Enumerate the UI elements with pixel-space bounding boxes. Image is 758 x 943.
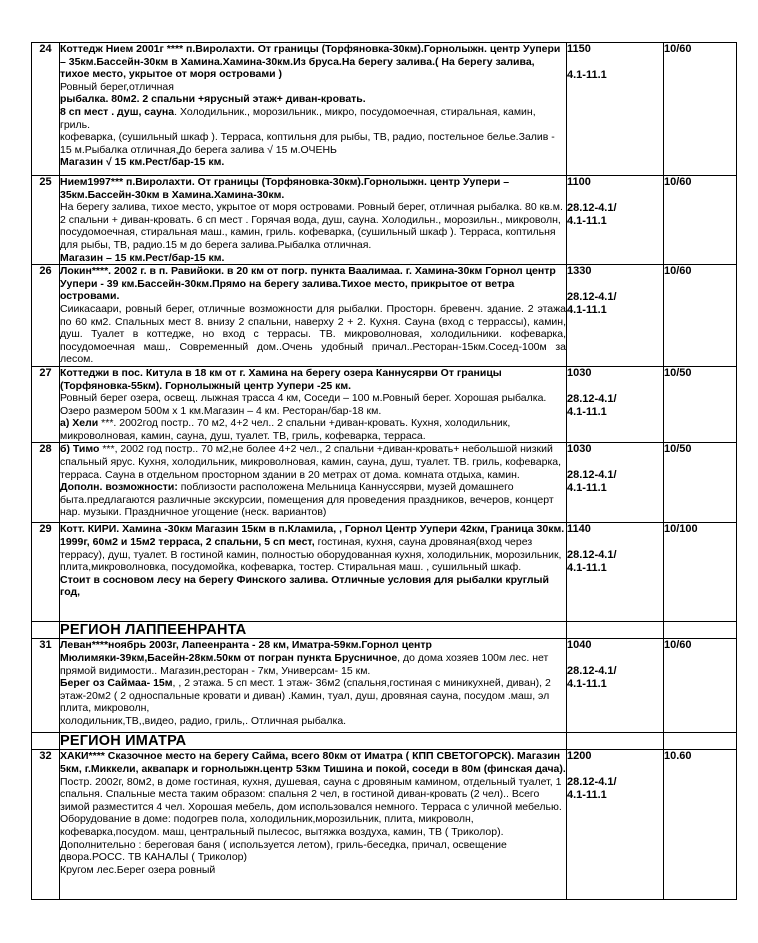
description-cell [60, 639, 567, 733]
listings-table-body [32, 43, 737, 900]
price-cell [567, 443, 664, 523]
price-cell [567, 750, 664, 900]
row-number-cell: 24 [32, 43, 60, 176]
price-dates: 4.1-11.1 [567, 69, 607, 81]
fee-cell [664, 43, 737, 176]
row-number-cell [32, 622, 60, 639]
description-paragraph: Стоит в сосновом лесу на берегу Финского залива. Отличные условия для рыбалки круглый год, [60, 573, 549, 599]
row-number-cell: 31 [32, 639, 60, 733]
price-cell [567, 176, 664, 265]
description-paragraph: Коттеджи в пос. Китула в 18 км от г. Хамина на берегу озера Каннусярви От границы (Торфяновка-55км). Горнолыжный центр Уупери -25 км. [60, 366, 502, 392]
fee-value: 10/50 [664, 443, 692, 456]
fee-value: 10/100 [664, 523, 698, 536]
listing-description [60, 176, 566, 264]
price-value: 1030 [567, 366, 592, 379]
listing-description [60, 265, 566, 366]
price-dates: 28.12-4.1/ 4.1-11.1 [567, 776, 617, 802]
description-cell [60, 366, 567, 443]
listing-description [60, 367, 566, 443]
description-paragraph: Магазин – 15 км.Рест/бар-15 км. [60, 251, 225, 264]
table-row [32, 750, 737, 900]
row-number-cell: 27 [32, 366, 60, 443]
fee-cell [664, 750, 737, 900]
description-paragraph: а) Хели ***. 2002год постр.. 70 м2, 4+2 чел.. 2 спальни +диван-кровать. Кухня, холодильник, микроволновая, камин, сауна, душ, туалет. ТВ, гриль, кофеварка, терраса. [60, 417, 511, 442]
price-dates: 28.12-4.1/ 4.1-11.1 [567, 291, 617, 317]
fee-value: 10.60 [664, 750, 692, 763]
table-row [32, 443, 737, 523]
description-cell [60, 265, 567, 367]
price-dates: 28.12-4.1/ 4.1-11.1 [567, 202, 617, 227]
listing-description [60, 523, 566, 621]
price-value: 1200 [567, 750, 592, 763]
fee-cell [664, 622, 737, 639]
description-paragraph: Ровный берег озера, освещ. лыжная трасса 4 км, Соседи – 100 м.Ровный берег. Хорошая рыбалка. Озеро размером 500м х 1 км.Магазин – 4 км. Ресторан/бар-18 км. [60, 392, 547, 417]
section-title: РЕГИОН ИМАТРА [60, 733, 567, 750]
description-paragraph: Оборудование в доме: подогрев пола, холодильник,морозильник, плита, микроволн, кофеварка,посудом. маш, центральный пылесос, вытяжка воздуха, камин, ТВ ( Триколор). Дополнительно : береговая баня ( используется летом), гриль-беседка, причал, освещение двора.РОСС. ТВ КАНАЛЫ ( Триколор) [60, 813, 507, 864]
fee-cell [664, 523, 737, 622]
description-cell [60, 750, 567, 900]
fee-cell [664, 176, 737, 265]
price-value: 1100 [567, 176, 591, 188]
table-row [32, 366, 737, 443]
description-paragraph: Локин****. 2002 г. в п. Равийоки. в 20 км от погр. пункта Ваалимаа. г. Хамина-30км Горнол центр Уупери - 39 км.Бассейн-30км.Прямо на берегу залива.Тихое место, прикрытое от ветра островами. [60, 265, 556, 303]
listing-description [60, 750, 566, 899]
fee-value: 10/60 [664, 43, 692, 55]
listing-description [60, 43, 566, 175]
price-cell [567, 366, 664, 443]
listing-description [60, 443, 566, 522]
price-cell [567, 622, 664, 639]
listings-table [31, 42, 737, 900]
description-cell [60, 176, 567, 265]
description-paragraph: б) Тимо ***, 2002 год постр.. 70 м2,не более 4+2 чел., 2 спальни +диван-кровать+ небольшой низкий спальный ярус. Кухня, холодильник, микроволновая, камин, сауна, душ, туалет. ТВ. гриль, кофеварка, терраса. Сауна в отдельном просторном здании в 20 метрах от дома. комната отдыха, камин. [60, 443, 562, 481]
description-paragraph: ХАКИ**** Сказочное место на берегу Сайма, всего 80км от Иматра ( КПП СВЕТОГОРСК). Магазин 5км, г.Миккели, аквапарк и горнолыжн.центр 53км Тишина и покой, соседи в 80м (финская дача). [60, 750, 566, 776]
description-paragraph: кофеварка, (сушильный шкаф ). Терраса, коптильня для рыбы, ТВ, радио, постельное белье.Залив - 15 м.Рыбалка отличная,До берега залива √ 15 м.ОЧЕНЬ [60, 131, 555, 156]
description-paragraph: Берег оз Саймаа- 15м, , 2 этажа. 5 сп мест. 1 этаж- 36м2 (спальня,гостиная с миникухней, диван), 2 этаж-20м2 ( 2 односпальные кровати и диван) .Камин, туал, душ, дровяная сауна, посудом .маш, эл плита, микроволн, [60, 677, 551, 715]
price-dates: 28.12-4.1/ 4.1-11.1 [567, 665, 617, 691]
section-title: РЕГИОН ЛАППЕЕНРАНТА [60, 622, 567, 639]
description-paragraph: Коттедж Нием 2001г **** п.Виролахти. От границы (Торфяновка-30км).Горнолыжн. центр Уупери – 35км.Бассейн-30км в Хамина.Хамина-30км.Из бруса.На берегу залива.( На берегу залива, тихое место, укрытое от моря островами ) [60, 43, 561, 81]
section-row [32, 733, 737, 750]
price-cell [567, 733, 664, 750]
description-cell [60, 523, 567, 622]
fee-cell [664, 443, 737, 523]
price-value: 1330 [567, 265, 592, 278]
description-paragraph: Дополн. возможности: поблизости расположена Мельница Каннуссярви, музей домашнего быта.предлагаются различные экскурсии, помещения для проведения праздников, вечеров, концерт нар. музыки. Праздничное угощение (неск. вариантов) [60, 481, 554, 519]
fee-cell [664, 639, 737, 733]
description-cell [60, 43, 567, 176]
fee-cell [664, 265, 737, 367]
description-paragraph: Котт. КИРИ. Хамина -30км Магазин 15км в п.Кламила, , Горнол Центр Уупери 42км, Граница 30км. [60, 523, 565, 536]
table-row [32, 523, 737, 622]
description-paragraph: Леван****ноябрь 2003г, Лапеенранта - 28 км, Иматра-59км.Горнол центр Мюлимяки-39км,Басейн-28км.50км от погран пункта Брусничное, до дома хозяев 100м лес. нет прямой видимости.. Магазин,ресторан - 7км, Универсам- 15 км. [60, 639, 549, 677]
description-cell [60, 443, 567, 523]
table-row [32, 639, 737, 733]
row-number-cell: 28 [32, 443, 60, 523]
row-number-cell [32, 733, 60, 750]
price-value: 1030 [567, 443, 592, 456]
fee-cell [664, 366, 737, 443]
price-value: 1040 [567, 639, 592, 652]
price-cell [567, 523, 664, 622]
description-paragraph: холодильник,ТВ,,видео, радио, гриль,. Отличная рыбалка. [60, 715, 347, 728]
description-paragraph: рыбалка. 80м2. 2 спальни +ярусный этаж+ диван-кровать. [60, 93, 366, 106]
row-number-cell: 29 [32, 523, 60, 622]
row-number-cell: 32 [32, 750, 60, 900]
description-paragraph: На берегу залива, тихое место, укрытое от моря островами. Ровный берег, отличная рыбалка. 80 кв.м. 2 спальни + диван-кровать. 6 сп мест . Горячая вода, душ, сауна. Холодильн., морозильн., микроволн, посудомоечная, стиральная маш., камин, гриль. кофеварка, (сушильный шкаф ). Терраса, коптильня для рыбы, ТВ, радио.15 м до берега залива.Рыбалка отличная. [60, 201, 563, 251]
price-dates: 28.12-4.1/ 4.1-11.1 [567, 392, 617, 418]
price-cell [567, 43, 664, 176]
price-value: 1150 [567, 43, 591, 55]
fee-value: 10/60 [664, 639, 692, 652]
section-row [32, 622, 737, 639]
price-dates: 28.12-4.1/ 4.1-11.1 [567, 469, 617, 495]
price-dates: 28.12-4.1/ 4.1-11.1 [567, 549, 617, 575]
description-paragraph: Ровный берег,отличная [60, 80, 174, 93]
price-value: 1140 [567, 523, 591, 536]
description-paragraph: Магазин √ 15 км.Рест/бар-15 км. [60, 156, 225, 169]
fee-value: 10/60 [664, 265, 692, 278]
description-paragraph: Постр. 2002г, 80м2, в доме гостиная, кухня, душевая, сауна с дровяным камином, отдельный туалет, 1 спальня. Спальные места таким образом: спальня 2 чел, в гостиной диван-кровать (2 чел).. Всего зимой разместится 4 чел. Хорошая мебель, дом использовался немного. Терраса с уличной мебелью. [60, 775, 562, 813]
description-paragraph: Нием1997*** п.Виролахти. От границы (Торфяновка-30км).Горнолыжн. центр Уупери – 35км.Бассейн-30км в Хамина.Хамина-30км. [60, 176, 510, 201]
price-cell [567, 265, 664, 367]
fee-value: 10/50 [664, 366, 692, 379]
table-row [32, 176, 737, 265]
row-number-cell: 26 [32, 265, 60, 367]
fee-cell [664, 733, 737, 750]
table-row [32, 265, 737, 367]
description-paragraph: Сиикасаари, ровный берег, отличные возможности для рыбалки. Просторн. бревенч. здание. 2 этажа по 60 км2. Спальных мест 8. внизу 2 спальни, наверху 2 + 2. Кухня. Сауна (вход с террассы), камин, душ. Туалет в коттедже, но вход с террасы. ТВ. микроволновая, холодильники. кофеварка, посудомоечная маш,. Современный дом..Очень удобный причал..Ресторан-15км.Сосед-100м за лесом. [60, 302, 566, 366]
price-cell [567, 639, 664, 733]
table-row [32, 43, 737, 176]
description-paragraph: 8 сп мест . душ, сауна. Холодильник., морозильник., микро, посудомоечная, стиральная, камин, гриль. [60, 105, 536, 131]
listing-description [60, 639, 566, 732]
row-number-cell: 25 [32, 176, 60, 265]
fee-value: 10/60 [664, 176, 692, 188]
description-paragraph: Кругом лес.Берег озера ровный [60, 863, 216, 876]
description-paragraph: 1999г, 60м2 и 15м2 терраса, 2 спальни, 5 сп мест, гостиная, кухня, сауна дровяная(вход через террасу), душ, туалет. В гостиной камин, полностью оборудованная кухня, холодильник, морозильник, плита,микроволновка, посудомойка, кофеварка, тостер. Стиральная маш. , сушильный шкаф. [60, 536, 562, 574]
